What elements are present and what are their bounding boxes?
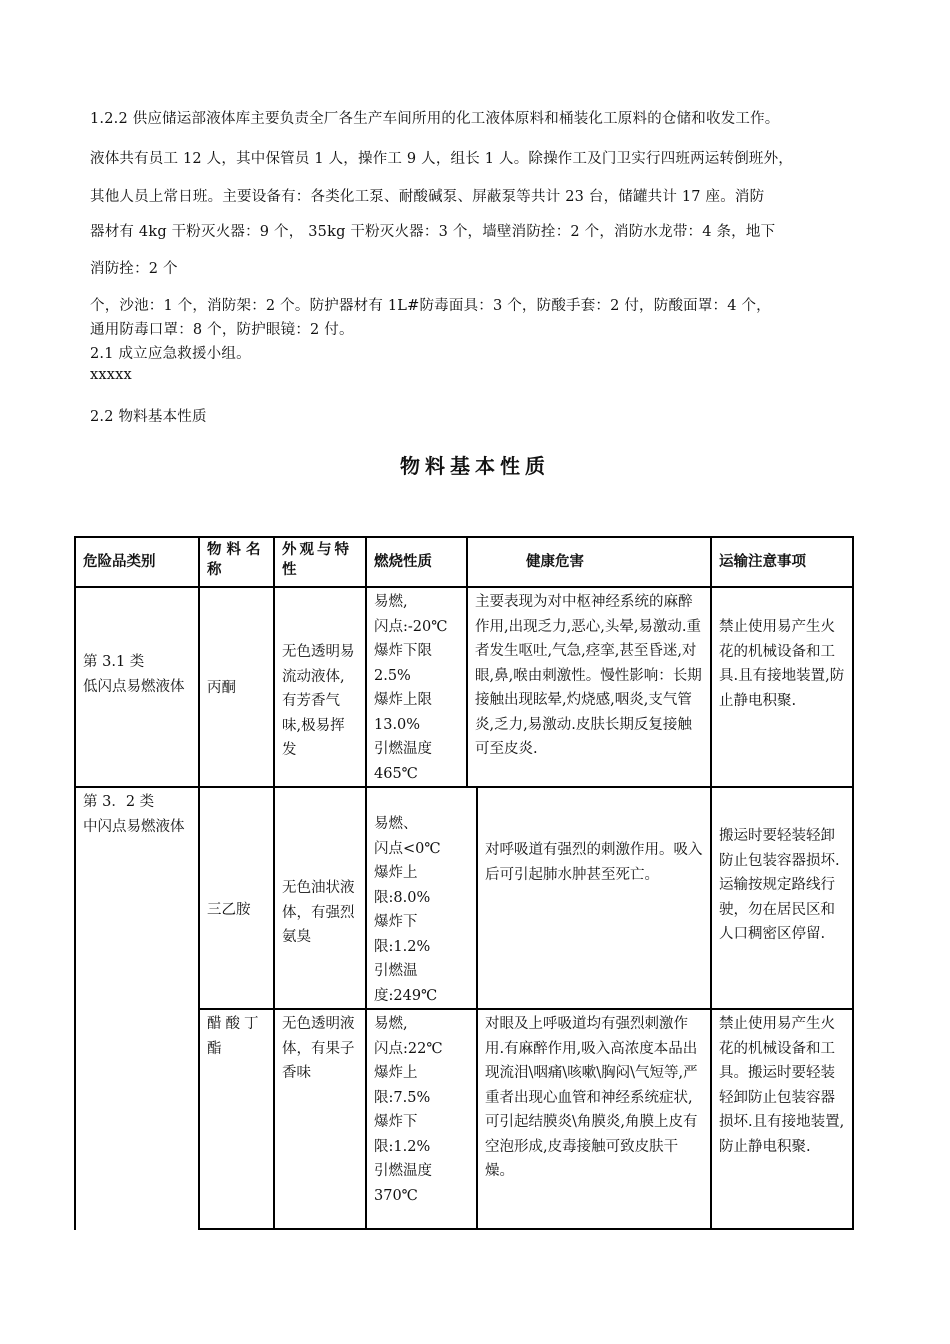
row1-category: 第 3.1 类 低闪点易燃液体	[83, 654, 185, 695]
row1-transport: 禁止使用易产生火花的机械设备和工具.且有接地装置,防止静电积聚.	[719, 619, 845, 709]
row2-category: 第 3．2 类 中闪点易燃液体	[83, 794, 185, 835]
table-border-left	[74, 536, 76, 1230]
row2-health: 对呼吸道有强烈的刺激作用。吸入后可引起肺水肿甚至死亡。	[485, 842, 703, 883]
row1-combustion: 易燃, 闪点:-20℃ 爆炸下限2.5% 爆炸上限13.0% 引燃温度465℃	[374, 594, 448, 782]
paragraph-9: xxxxx	[90, 367, 132, 383]
section-title: 物料基本性质	[400, 454, 550, 478]
paragraph-4: 器材有 4kg 干粉灭火器：9 个， 35kg 干粉灭火器：3 个，墙壁消防拴：2 个，消防水龙带：4 条，地下	[90, 224, 776, 240]
row3-name: 醋酸丁酯	[207, 1016, 263, 1057]
table-border-right	[852, 536, 854, 1230]
header-combustion: 燃烧性质	[374, 554, 432, 570]
row1-appearance: 无色透明易流动液体,有芳香气味,极易挥发	[282, 644, 355, 758]
row1-health: 主要表现为对中枢神经系统的麻醉作用,出现乏力,恶心,头晕,易激动.重者发生呕吐,气急,痉挛,甚至昏迷,对眼,鼻,喉由刺激性。慢性影响：长期接触出现眩晕,灼烧感,咽炎,支气管炎,乏力,易激动.皮肤长期反复接触可至皮炎.	[475, 594, 702, 757]
paragraph-8: 2.1 成立应急救援小组。	[90, 346, 251, 362]
row2-name: 三乙胺	[207, 902, 251, 918]
header-name: 物料名称	[207, 542, 266, 578]
header-appearance: 外观与特性	[282, 542, 352, 578]
row3-transport: 禁止使用易产生火花的机械设备和工具。搬运时要轻装轻卸防止包装容器损坏.且有接地装置,防止静电积聚.	[719, 1016, 845, 1155]
row2-combustion: 易燃、 闪点<0℃ 爆炸上限:8.0% 爆炸下限:1.2% 引燃温度:249℃	[374, 816, 441, 1004]
row1-name: 丙酮	[207, 680, 236, 696]
paragraph-2: 液体共有员工 12 人，其中保管员 1 人，操作工 9 人，组长 1 人。除操作工及门卫实行四班两运转倒班外，	[90, 151, 793, 167]
row3-combustion: 易燃, 闪点:22℃ 爆炸上限:7.5% 爆炸下限:1.2% 引燃温度370℃	[374, 1016, 443, 1204]
paragraph-1: 1.2.2 供应储运部液体库主要负责全厂各生产车间所用的化工液体原料和桶装化工原料的仓储和收发工作。	[90, 111, 780, 127]
row3-health: 对眼及上呼吸道均有强烈刺激作用.有麻醉作用,吸入高浓度本品出现流泪\咽痛\咳嗽\胸闷\气短等,严重者出现心血管和神经系统症状,可引起结膜炎\角膜炎,角膜上皮有空泡形成,皮毒接触可致皮肤干燥。	[485, 1016, 698, 1179]
header-health: 健康危害	[526, 554, 584, 570]
properties-table	[74, 536, 854, 1230]
header-transport: 运输注意事项	[719, 554, 806, 570]
paragraph-6: 个，沙池：1 个，消防架：2 个。防护器材有 1L#防毒面具：3 个，防酸手套：2 付，防酸面罩：4 个，	[90, 298, 771, 314]
header-category: 危险品类别	[83, 554, 156, 570]
paragraph-3: 其他人员上常日班。主要设备有：各类化工泵、耐酸碱泵、屏蔽泵等共计 23 台，储罐共计 17 座。消防	[90, 189, 765, 205]
row2-appearance: 无色油状液体，有强烈氨臭	[282, 880, 355, 945]
col-divider-1	[198, 536, 200, 1230]
paragraph-10: 2.2 物料基本性质	[90, 409, 207, 425]
paragraph-7: 通用防毒口罩：8 个，防护眼镜：2 付。	[90, 322, 354, 338]
row3-appearance: 无色透明液体，有果子香味	[282, 1016, 355, 1081]
row2-transport: 搬运时要轻装轻卸防止包装容器损坏.运输按规定路线行驶，勿在居民区和人口稠密区停留.	[719, 828, 840, 942]
table-border-bottom	[199, 1228, 854, 1230]
paragraph-5: 消防拴：2 个	[90, 261, 178, 277]
